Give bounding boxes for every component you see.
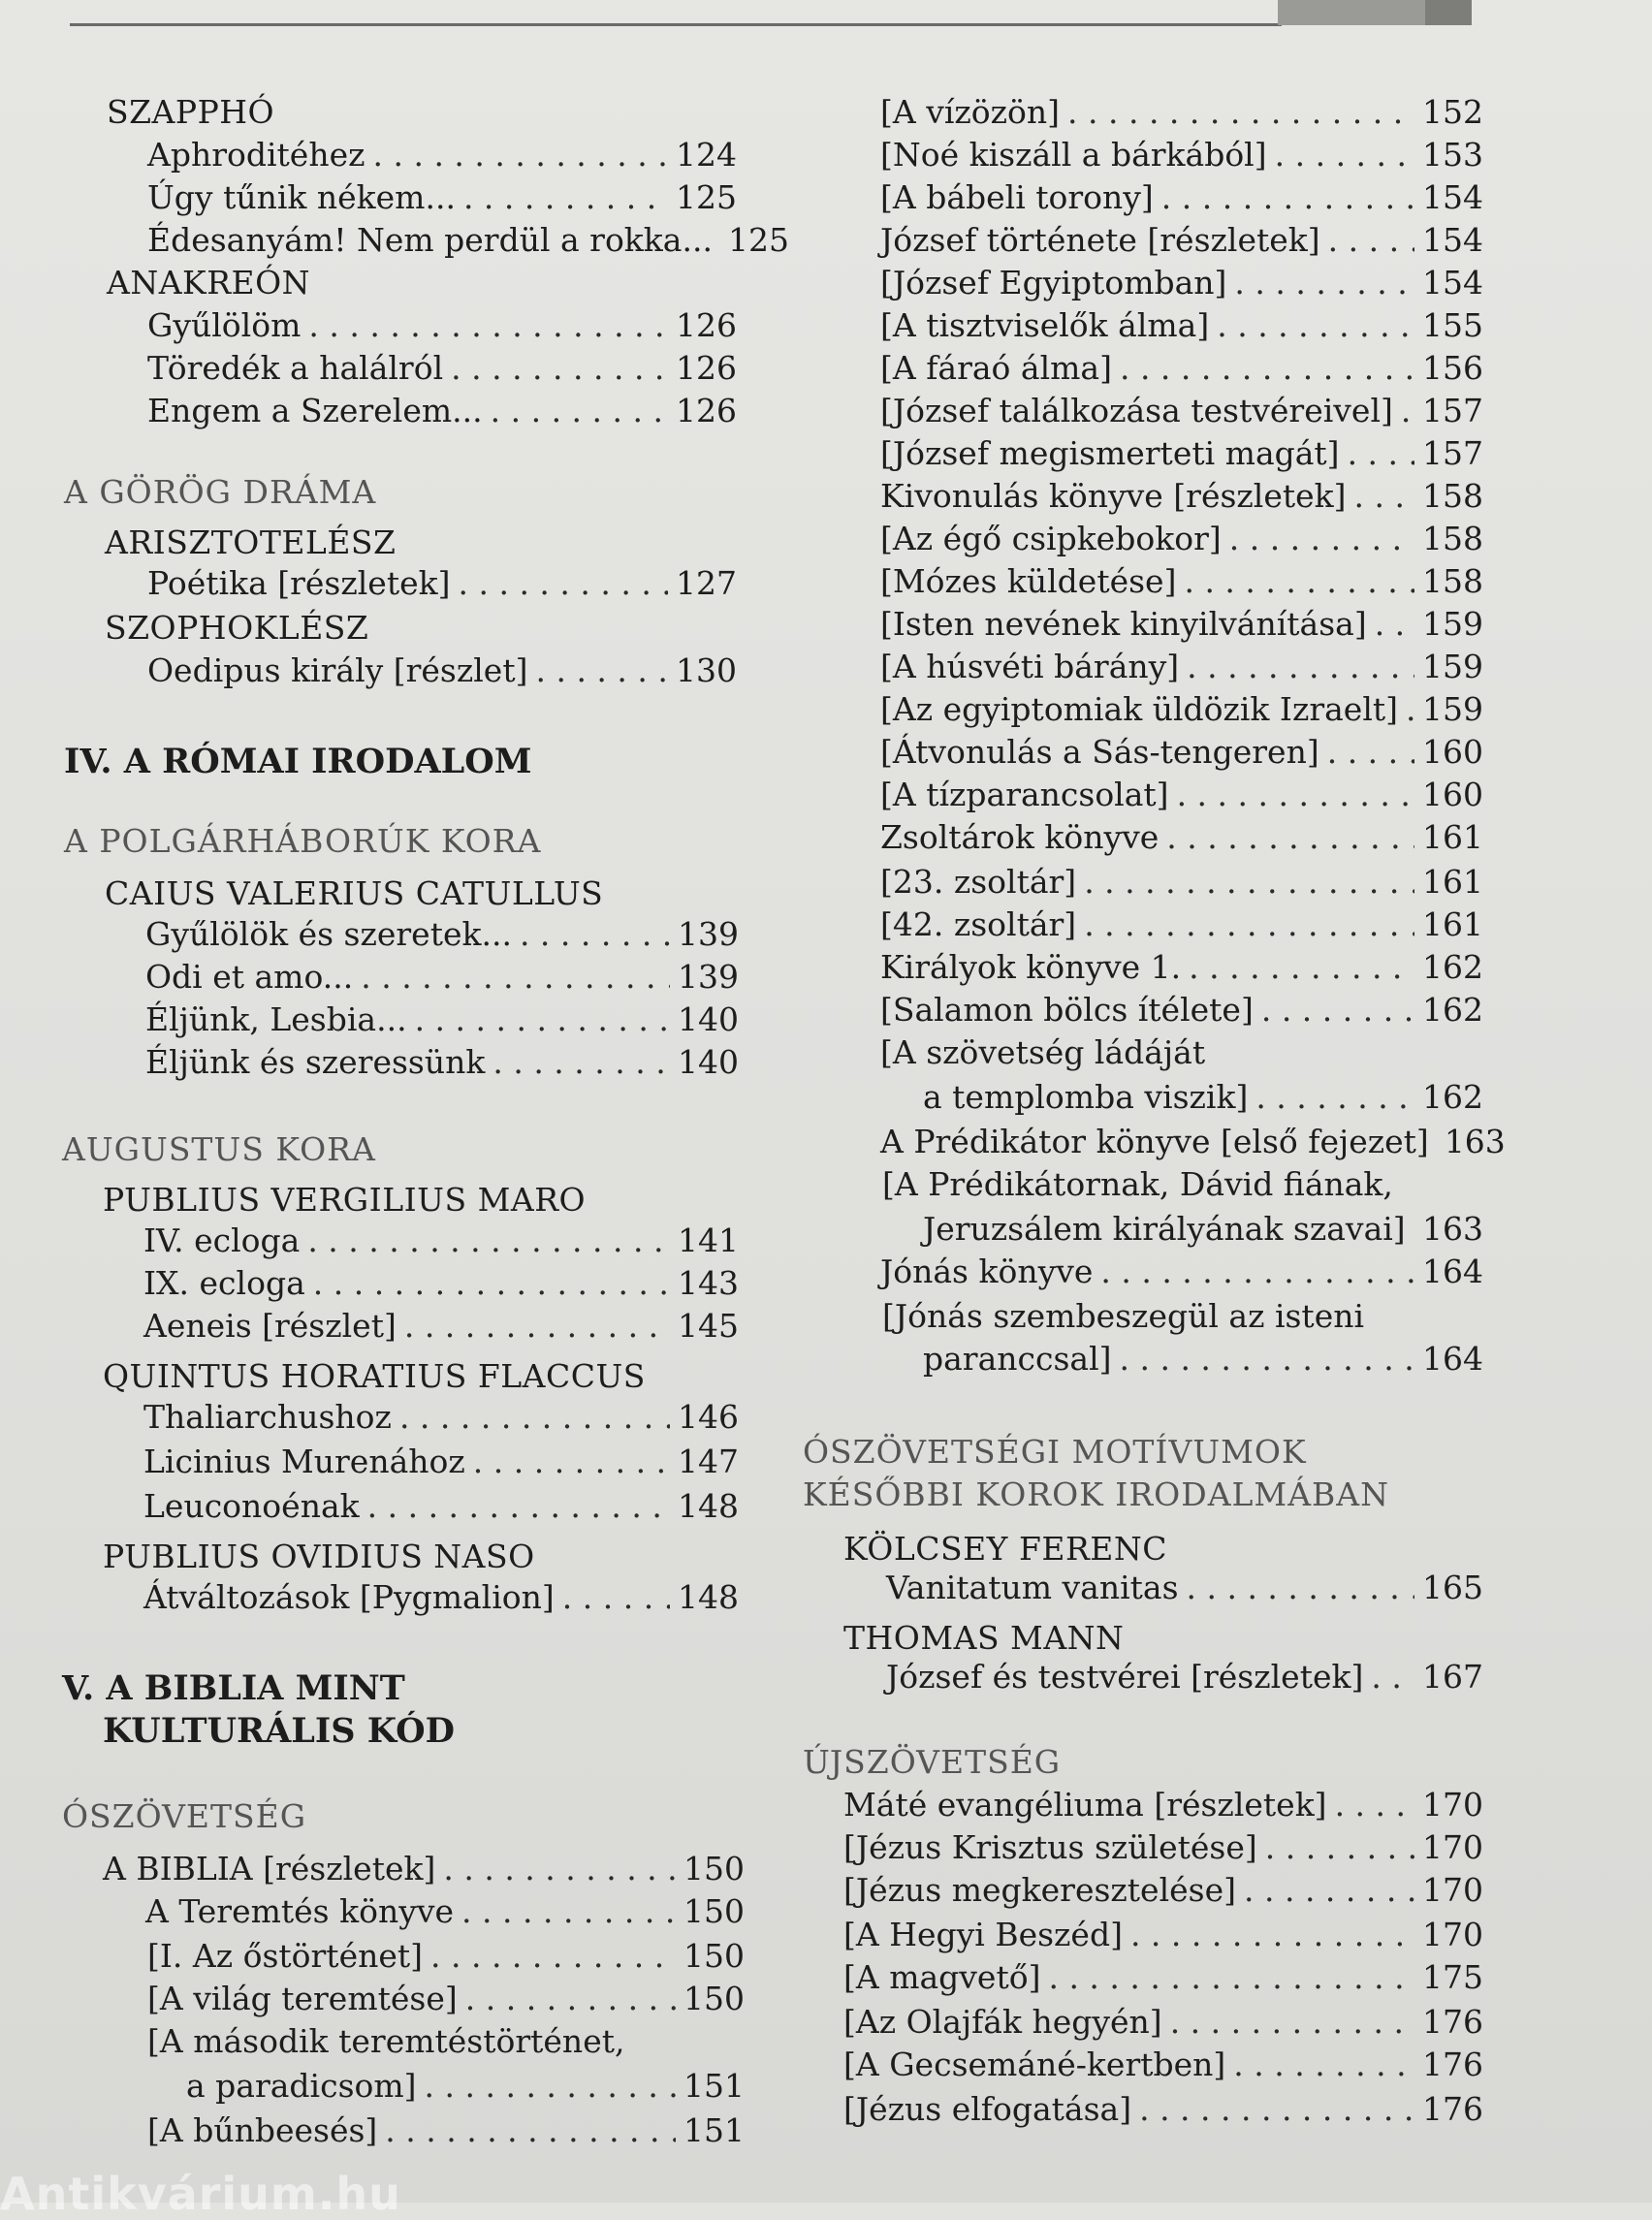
leader-dots — [461, 1890, 676, 1934]
leader-dots — [1234, 262, 1414, 305]
page-number: 150 — [683, 1850, 745, 1887]
toc-entry — [147, 1978, 745, 2021]
leader-dots — [307, 1220, 670, 1263]
toc-entry — [880, 603, 1483, 647]
page-number: 140 — [678, 1043, 739, 1081]
entry-title: Aphroditéhez — [147, 136, 365, 174]
entry-title: [Az Olajfák hegyén] — [843, 2003, 1162, 2041]
toc-entry — [880, 262, 1483, 305]
page-number: 145 — [678, 1307, 739, 1345]
page-number: 154 — [1422, 178, 1483, 216]
toc-entry — [147, 347, 737, 391]
leader-dots — [1187, 646, 1414, 689]
page-number: 130 — [676, 651, 737, 689]
leader-dots — [385, 2109, 676, 2153]
page-number: 157 — [1422, 392, 1483, 429]
entry-title: Aeneis [részlet] — [143, 1307, 397, 1345]
toc-entry — [145, 1890, 745, 1934]
page-number: 170 — [1422, 1828, 1483, 1866]
entry-title: [Az egyiptomiak üldözik Izraelt] — [880, 690, 1399, 728]
toc-entry — [880, 688, 1483, 732]
toc-entry — [843, 2001, 1483, 2045]
page-number: 126 — [676, 349, 737, 387]
entry-title: [I. Az őstörténet] — [147, 1937, 424, 1975]
leader-dots — [492, 1041, 670, 1085]
toc-entry — [880, 816, 1483, 860]
toc-entry — [147, 650, 737, 693]
leader-dots — [459, 562, 669, 606]
entry-title: a paradicsom] — [186, 2067, 417, 2105]
toc-entry — [880, 646, 1483, 689]
leader-dots — [1170, 2001, 1414, 2045]
leader-dots — [1406, 688, 1414, 732]
leader-dots — [1120, 1338, 1414, 1381]
toc-entry — [886, 1567, 1483, 1610]
entry-title: Leuconoénak — [143, 1487, 360, 1525]
page-number: 167 — [1422, 1658, 1483, 1696]
leader-dots — [473, 1441, 670, 1484]
entry-title: IV. ecloga — [143, 1221, 301, 1259]
toc-entry — [880, 946, 1483, 990]
toc-entry — [880, 390, 1483, 433]
author-heading: THOMAS MANN — [843, 1619, 1125, 1657]
leader-dots — [1335, 1784, 1414, 1827]
leader-dots — [1375, 603, 1414, 647]
page-number: 146 — [678, 1398, 739, 1436]
leader-dots — [1177, 774, 1414, 817]
entry-title: Éljünk és szeressünk — [145, 1043, 486, 1081]
author-heading: PUBLIUS OVIDIUS NASO — [103, 1538, 535, 1575]
toc-entry — [147, 2109, 745, 2153]
leader-dots — [1084, 904, 1414, 947]
entry-title: József története [részletek] — [880, 221, 1320, 259]
entry-title: Édesanyám! Nem perdül a rokka... — [147, 221, 713, 259]
page-number: 162 — [1422, 948, 1483, 986]
page-number: 162 — [1422, 1078, 1483, 1116]
entry-title: a templomba viszik] — [923, 1078, 1249, 1116]
entry-title: Odi et amo... — [145, 958, 354, 996]
leader-dots — [1261, 989, 1414, 1032]
toc-entry — [886, 1656, 1483, 1699]
entry-title: [A húsvéti bárány] — [880, 648, 1180, 685]
page-number: 154 — [1422, 264, 1483, 301]
leader-dots — [373, 134, 669, 177]
leader-dots — [1244, 1869, 1414, 1913]
entry-title: Éljünk, Lesbia... — [145, 1000, 407, 1038]
toc-entry — [843, 1826, 1483, 1870]
toc-entry — [147, 1935, 745, 1979]
leader-dots — [415, 999, 670, 1042]
page-number: 125 — [676, 178, 737, 216]
leader-dots — [425, 2065, 676, 2109]
entry-title: [Az égő csipkebokor] — [880, 520, 1222, 557]
entry-title: [A Gecsemáné-kertben] — [843, 2046, 1226, 2083]
toc-entry — [880, 518, 1483, 561]
leader-dots — [308, 304, 668, 348]
leader-dots — [1120, 347, 1414, 391]
leader-dots — [1048, 1956, 1414, 2000]
page-number: 165 — [1422, 1569, 1483, 1606]
section-heading: ÚJSZÖVETSÉG — [803, 1743, 1062, 1781]
leader-dots — [1161, 176, 1414, 220]
entry-title: [Noé kiszáll a bárkából] — [880, 136, 1267, 174]
page-number: 158 — [1422, 477, 1483, 515]
leader-dots — [1233, 2044, 1414, 2087]
leader-dots — [465, 1978, 676, 2021]
page-number: 126 — [676, 392, 737, 429]
section-heading: ÓSZÖVETSÉGI MOTÍVUMOK — [803, 1433, 1307, 1471]
toc-entry — [880, 1251, 1483, 1294]
entry-title: Jeruzsálem királyának szavai] — [923, 1210, 1406, 1248]
entry-title-line1: [A Prédikátornak, Dávid fiának, — [882, 1165, 1393, 1203]
page-number: 160 — [1422, 733, 1483, 771]
toc-entry — [143, 1576, 739, 1620]
page-number: 158 — [1422, 562, 1483, 600]
toc-entry — [923, 1338, 1483, 1381]
author-heading: CAIUS VALERIUS CATULLUS — [105, 874, 604, 912]
toc-entry — [843, 1869, 1483, 1913]
entry-title: Királyok könyve 1. — [880, 948, 1182, 986]
toc-entry — [143, 1305, 739, 1348]
page-number: 161 — [1422, 905, 1483, 943]
entry-title: [Átvonulás a Sás-tengeren] — [880, 733, 1319, 771]
page-number: 127 — [676, 564, 737, 602]
entry-title: [Jézus Krisztus születése] — [843, 1828, 1257, 1866]
page-number: 125 — [727, 221, 789, 259]
page-number: 175 — [1422, 1958, 1483, 1996]
leader-dots — [451, 347, 668, 391]
leader-dots — [463, 176, 668, 220]
toc-entry — [880, 134, 1483, 177]
page-number: 159 — [1422, 648, 1483, 685]
toc-entry — [147, 219, 789, 263]
entry-title: [József találkozása testvéreivel] — [880, 392, 1393, 429]
leader-dots — [1327, 731, 1414, 775]
toc-entry — [880, 347, 1483, 391]
page-number: 158 — [1422, 520, 1483, 557]
leader-dots — [1184, 560, 1414, 604]
page-number: 126 — [676, 306, 737, 344]
entry-title: Thaliarchushoz — [143, 1398, 392, 1436]
entry-title: Jónás könyve — [880, 1253, 1094, 1290]
page-number: 148 — [678, 1487, 739, 1525]
toc-entry — [143, 1396, 739, 1440]
leader-dots — [1354, 475, 1414, 519]
leader-dots — [1348, 432, 1414, 476]
leader-dots — [1229, 518, 1414, 561]
toc-entry — [880, 91, 1483, 135]
entry-title: [Mózes küldetése] — [880, 562, 1177, 600]
leader-dots — [1265, 1826, 1414, 1870]
toc-entry — [880, 904, 1483, 947]
page-number: 141 — [678, 1221, 739, 1259]
entry-title: [A Hegyi Beszéd] — [843, 1916, 1123, 1953]
entry-title: A BIBLIA [részletek] — [103, 1850, 436, 1887]
page-number: 157 — [1422, 434, 1483, 472]
leader-dots — [1139, 2088, 1414, 2132]
page-number: 176 — [1422, 2003, 1483, 2041]
toc-entry — [147, 562, 737, 606]
leader-dots — [443, 1848, 676, 1891]
page-number: 161 — [1422, 863, 1483, 901]
entry-title: Engem a Szerelem... — [147, 392, 483, 429]
entry-title: Máté evangéliuma [részletek] — [843, 1786, 1327, 1824]
toc-entry — [880, 475, 1483, 519]
page-number: 124 — [676, 136, 737, 174]
page-number: 148 — [678, 1578, 739, 1616]
page-number: 139 — [678, 915, 739, 953]
leader-dots — [430, 1935, 676, 1979]
leader-dots — [1371, 1656, 1414, 1699]
toc-entry — [843, 1784, 1483, 1827]
toc-entry — [923, 1208, 1483, 1252]
entry-title: Gyűlölök és szeretek... — [145, 915, 512, 953]
leader-dots — [562, 1576, 670, 1620]
toc-entry — [880, 1121, 1506, 1164]
page-number: 151 — [683, 2111, 745, 2149]
toc-entry — [923, 1076, 1483, 1120]
part-heading: IV. A RÓMAI IRODALOM — [64, 742, 532, 781]
entry-title: Kivonulás könyve [részletek] — [880, 477, 1347, 515]
entry-title: A Teremtés könyve — [145, 1892, 455, 1930]
page-number: 151 — [683, 2067, 745, 2105]
toc-entry — [147, 176, 737, 220]
toc-entry — [143, 1485, 739, 1529]
page-number: 153 — [1422, 136, 1483, 174]
watermark: Antikvárium.hu — [0, 2168, 401, 2220]
entry-title: Zsoltárok könyve — [880, 818, 1160, 856]
corner-tab-dark — [1425, 0, 1472, 25]
section-heading: ÓSZÖVETSÉG — [62, 1797, 307, 1835]
author-heading: KÖLCSEY FERENC — [843, 1530, 1168, 1568]
toc-entry — [145, 1041, 739, 1085]
page-number: 176 — [1422, 2090, 1483, 2128]
toc-entry — [880, 304, 1483, 348]
section-heading-continued: KÉSŐBBI KOROK IRODALMÁBAN — [803, 1475, 1390, 1513]
toc-entry — [880, 219, 1483, 263]
entry-title: Oedipus király [részlet] — [147, 651, 528, 689]
page-number: 163 — [1422, 1210, 1483, 1248]
leader-dots — [1100, 1251, 1414, 1294]
toc-entry — [880, 731, 1483, 775]
page-number: 161 — [1422, 818, 1483, 856]
entry-title: [23. zsoltár] — [880, 863, 1077, 901]
page-number: 170 — [1422, 1916, 1483, 1953]
toc-entry — [880, 774, 1483, 817]
entry-title: Licinius Murenához — [143, 1443, 465, 1480]
page-number: 160 — [1422, 776, 1483, 813]
toc-entry — [143, 1220, 739, 1263]
entry-title: [A vízözön] — [880, 93, 1061, 131]
leader-dots — [1084, 861, 1414, 904]
leader-dots — [361, 956, 670, 999]
leader-dots — [520, 913, 670, 957]
entry-title: [A fáraó álma] — [880, 349, 1112, 387]
entry-title: József és testvérei [részletek] — [886, 1658, 1364, 1696]
entry-title-line1: [Jónás szembeszegül az isteni — [882, 1297, 1365, 1335]
entry-title: [A magvető] — [843, 1958, 1041, 1996]
toc-entry — [880, 861, 1483, 904]
page-number: 170 — [1422, 1871, 1483, 1909]
page-number: 162 — [1422, 991, 1483, 1029]
toc-entry — [880, 989, 1483, 1032]
page-number: 150 — [683, 1980, 745, 2017]
leader-dots — [1328, 219, 1414, 263]
entry-title: [42. zsoltár] — [880, 905, 1077, 943]
toc-entry — [147, 134, 737, 177]
leader-dots — [1401, 390, 1414, 433]
entry-title: Vanitatum vanitas — [886, 1569, 1179, 1606]
leader-dots — [313, 1262, 670, 1306]
entry-title: Töredék a halálról — [147, 349, 444, 387]
toc-entry — [880, 560, 1483, 604]
leader-dots — [399, 1396, 670, 1440]
part-heading: V. A BIBLIA MINT — [62, 1668, 405, 1708]
entry-title: IX. ecloga — [143, 1264, 305, 1302]
toc-entry — [843, 1956, 1483, 2000]
entry-title: [A világ teremtése] — [147, 1980, 458, 2017]
toc-entry — [843, 2044, 1483, 2087]
entry-title: [A bűnbeesés] — [147, 2111, 378, 2149]
author-heading: ANAKREÓN — [107, 264, 311, 301]
author-heading: QUINTUS HORATIUS FLACCUS — [103, 1357, 646, 1395]
entry-title-line1: [A második teremtéstörténet, — [147, 2022, 625, 2060]
author-heading: ARISZTOTELÉSZ — [105, 523, 397, 561]
page-number: 154 — [1422, 221, 1483, 259]
leader-dots — [1130, 1914, 1414, 1957]
section-heading: AUGUSTUS KORA — [62, 1130, 376, 1168]
author-heading: SZOPHOKLÉSZ — [105, 609, 369, 647]
leader-dots — [1255, 1076, 1414, 1120]
toc-entry — [186, 2065, 745, 2109]
toc-entry — [145, 913, 739, 957]
page-number: 163 — [1444, 1123, 1506, 1160]
author-heading: PUBLIUS VERGILIUS MARO — [103, 1181, 587, 1219]
page-number: 159 — [1422, 690, 1483, 728]
toc-entry — [145, 999, 739, 1042]
page-number: 176 — [1422, 2046, 1483, 2083]
page-number: 159 — [1422, 605, 1483, 643]
entry-title: [Jézus elfogatása] — [843, 2090, 1132, 2128]
leader-dots — [1166, 816, 1414, 860]
page-number: 156 — [1422, 349, 1483, 387]
leader-dots — [491, 390, 668, 433]
entry-title: paranccsal] — [923, 1340, 1112, 1378]
toc-entry — [147, 304, 737, 348]
toc-entry — [145, 956, 739, 999]
page-number: 170 — [1422, 1786, 1483, 1824]
page-number: 150 — [683, 1892, 745, 1930]
toc-entry — [880, 432, 1483, 476]
page-number: 150 — [683, 1937, 745, 1975]
entry-title: [Isten nevének kinyilvánítása] — [880, 605, 1367, 643]
entry-title: [A tízparancsolat] — [880, 776, 1169, 813]
leader-dots — [404, 1305, 670, 1348]
entry-title: Átváltozások [Pygmalion] — [143, 1578, 555, 1616]
leader-dots — [1067, 91, 1414, 135]
page-number: 147 — [678, 1443, 739, 1480]
entry-title: [József Egyiptomban] — [880, 264, 1227, 301]
entry-title-line1: [A szövetség ládáját — [880, 1033, 1206, 1071]
toc-entry — [103, 1848, 745, 1891]
toc-entry — [143, 1441, 739, 1484]
entry-title: [József megismerteti magát] — [880, 434, 1340, 472]
entry-title: [A bábeli torony] — [880, 178, 1154, 216]
page-number: 143 — [678, 1264, 739, 1302]
entry-title: [A tisztviselők álma] — [880, 306, 1210, 344]
entry-title: Gyűlölöm — [147, 306, 302, 344]
toc-entry — [143, 1262, 739, 1306]
entry-title: Poétika [részletek] — [147, 564, 451, 602]
leader-dots — [1275, 134, 1414, 177]
entry-title: A Prédikátor könyve [első fejezet] — [880, 1123, 1429, 1160]
page-number: 164 — [1422, 1253, 1483, 1290]
entry-title: Úgy tűnik nékem... — [147, 178, 456, 216]
toc-entry — [843, 2088, 1483, 2132]
page-number: 155 — [1422, 306, 1483, 344]
top-rule — [70, 23, 1282, 26]
leader-dots — [1189, 946, 1414, 990]
toc-entry — [880, 176, 1483, 220]
page-number: 139 — [678, 958, 739, 996]
part-heading-continued: KULTURÁLIS KÓD — [103, 1711, 456, 1751]
page-number: 164 — [1422, 1340, 1483, 1378]
entry-title: [Salamon bölcs ítélete] — [880, 991, 1254, 1029]
section-heading: A POLGÁRHÁBORÚK KORA — [64, 822, 542, 860]
entry-title: [Jézus megkeresztelése] — [843, 1871, 1237, 1909]
toc-entry — [147, 390, 737, 433]
leader-dots — [535, 650, 668, 693]
page-number: 140 — [678, 1000, 739, 1038]
toc-entry — [843, 1914, 1483, 1957]
author-heading: SZAPPHÓ — [107, 93, 275, 131]
leader-dots — [1217, 304, 1414, 348]
page-number: 152 — [1422, 93, 1483, 131]
leader-dots — [1187, 1567, 1414, 1610]
section-heading: A GÖRÖG DRÁMA — [64, 473, 377, 511]
leader-dots — [367, 1485, 670, 1529]
